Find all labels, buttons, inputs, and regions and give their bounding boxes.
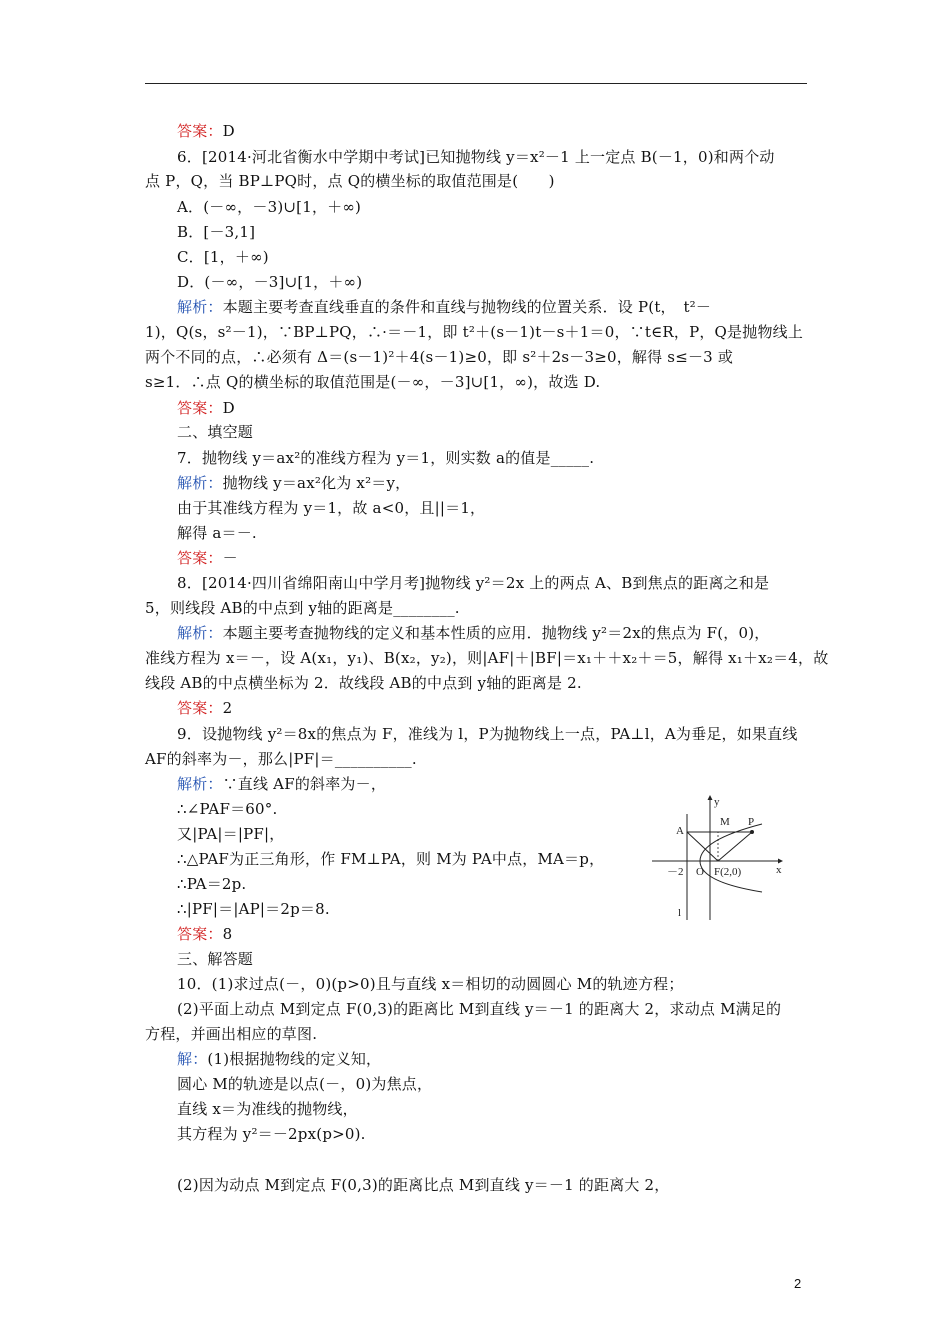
line-text: D．(－∞，－3]∪[1，＋∞) <box>177 273 363 291</box>
line-text: 抛物线 y＝ax²化为 x²＝y， <box>222 474 411 492</box>
line-text: 6．[2014·河北省衡水中学期中考试]已知抛物线 y＝x²－1 上一定点 B(－1，0)和两个动 <box>177 148 775 166</box>
line-text: 二、填空题 <box>177 423 254 441</box>
line-text: 10．(1)求过点(－，0)(p>0)且与直线 x＝相切的动圆圆心 M的轨迹方程； <box>177 975 684 993</box>
text-line-sol10d <box>177 1124 366 1144</box>
text-line-sol7b <box>177 498 485 518</box>
label-neg2: －2 <box>667 866 684 878</box>
point-p <box>750 830 754 834</box>
line-text: － <box>222 549 238 567</box>
parabola-figure <box>652 794 787 924</box>
label-f: F(2,0) <box>714 866 742 878</box>
line-text: ∴|PF|＝|AP|＝2p＝8. <box>177 900 330 918</box>
text-line-sol10c <box>177 1099 358 1119</box>
text-line-sol9b <box>177 799 277 819</box>
line-text: 8 <box>222 925 233 943</box>
text-line-optA <box>177 197 361 217</box>
line-text: C．[1，＋∞) <box>177 248 269 266</box>
text-line-q8b <box>145 598 460 618</box>
label-o: O <box>696 866 704 878</box>
line-text: 三、解答题 <box>177 950 254 968</box>
line-text: 解得 a＝－. <box>177 524 257 542</box>
line-text: B．[－3,1] <box>177 223 256 241</box>
answer-label: 答案： <box>177 925 223 943</box>
label-l: l <box>678 907 682 919</box>
line-text: 7．抛物线 y＝ax²的准线方程为 y＝1，则实数 a的值是_____. <box>177 449 595 467</box>
line-text: ∵直线 AF的斜率为－， <box>222 775 387 793</box>
text-line-q9a <box>177 724 798 744</box>
line-text: 1)，Q(s，s²－1)，∵BP⊥PQ，∴·＝－1，即 t²＋(s－1)t－s＋1＝0，∵t∈R，P，Q是抛物线上 <box>145 323 804 341</box>
text-line-sol6b <box>145 322 803 342</box>
text-line-sol6a <box>177 297 711 317</box>
text-line-sol9e <box>177 874 246 894</box>
text-line-optD <box>177 272 362 292</box>
line-text: ∴PA＝2p. <box>177 875 247 893</box>
text-line-q7 <box>177 448 594 468</box>
line-text: (1)根据抛物线的定义知， <box>207 1050 382 1068</box>
line-text: 方程，并画出相应的草图. <box>145 1025 318 1043</box>
line-text: s≥1．∴点 Q的横坐标的取值范围是(－∞，－3]∪[1，∞)，故选 D. <box>145 373 601 391</box>
line-text: AF的斜率为－，那么|PF|＝__________. <box>145 750 417 768</box>
line-text: 5，则线段 AB的中点到 y轴的距离是________. <box>145 599 460 617</box>
text-line-answer <box>177 698 232 718</box>
text-line-sol9d <box>177 849 604 869</box>
analysis-label: 解析： <box>177 298 223 316</box>
label-y: y <box>714 796 720 808</box>
text-line-answer <box>177 924 232 944</box>
answer-label: 答案： <box>177 699 223 717</box>
parabola-curve <box>700 824 762 892</box>
text-line-q6b <box>145 171 555 191</box>
line-text: ∴△PAF为正三角形，作 FM⊥PA，则 M为 PA中点，MA＝p， <box>177 850 605 868</box>
text-line-sol9c <box>177 824 284 844</box>
text-line-q8a <box>177 573 769 593</box>
label-a: A <box>676 825 684 837</box>
line-text: 点 P，Q，当 BP⊥PQ时，点 Q的横坐标的取值范围是( ) <box>145 172 555 190</box>
text-line-sec2 <box>177 422 253 442</box>
text-line-sol7a <box>177 473 410 493</box>
text-line-q10c <box>145 1024 317 1044</box>
text-line-q10b <box>177 999 781 1019</box>
text-line-q10a <box>177 974 684 994</box>
answer-label: 答案： <box>177 399 223 417</box>
answer-label: 答案： <box>177 549 223 567</box>
line-text: 其方程为 y²＝－2px(p>0). <box>177 1125 366 1143</box>
line-text: 由于其准线方程为 y＝1，故 a<0，且||＝1， <box>177 499 486 517</box>
line-text: 准线方程为 x＝－，设 A(x₁，y₁)、B(x₂，y₂)，则|AF|＋|BF|＝x₁＋＋x₂＋＝5，解得 x₁＋x₂＝4，故 <box>145 649 829 667</box>
segment-af <box>687 832 718 861</box>
analysis-label: 解析： <box>177 474 223 492</box>
label-x: x <box>776 864 782 876</box>
line-text: 本题主要考查直线垂直的条件和直线与抛物线的位置关系．设 P(t， t²－ <box>222 298 712 316</box>
text-line-q6a <box>177 147 775 167</box>
text-line-sol6d <box>145 372 600 392</box>
line-text: 8．[2014·四川省绵阳南山中学月考]抛物线 y²＝2x 上的两点 A、B到焦点的距离之和是 <box>177 574 770 592</box>
text-line-sol8b <box>145 648 828 668</box>
text-line-optC <box>177 247 269 267</box>
header-rule <box>145 83 807 84</box>
line-text: (2)平面上动点 M到定点 F(0,3)的距离比 M到直线 y＝－1 的距离大 2，求动点 M满足的 <box>177 1000 782 1018</box>
line-text: A．(－∞，－3)∪[1，＋∞) <box>177 198 362 216</box>
text-line-answer <box>177 121 235 141</box>
label-m: M <box>720 816 730 828</box>
line-text: D <box>222 399 235 417</box>
line-text: 本题主要考查抛物线的定义和基本性质的应用．抛物线 y²＝2x的焦点为 F(，0)， <box>222 624 770 642</box>
text-line-sol6c <box>145 347 733 367</box>
segment-pf <box>718 832 752 861</box>
line-text: 线段 AB的中点横坐标为 2．故线段 AB的中点到 y轴的距离是 2. <box>145 674 582 692</box>
text-line-sol9a <box>177 774 386 794</box>
line-text: 9．设抛物线 y²＝8x的焦点为 F，准线为 l，P为抛物线上一点，PA⊥l，A为垂足，如果直线 <box>177 725 798 743</box>
line-text: ∴∠PAF＝60°. <box>177 800 278 818</box>
line-text: (2)因为动点 M到定点 F(0,3)的距离比点 M到直线 y＝－1 的距离大 2， <box>177 1176 670 1194</box>
analysis-label: 解析： <box>177 775 223 793</box>
analysis-label: 解析： <box>177 624 223 642</box>
text-line-sec3 <box>177 949 253 969</box>
text-line-answer <box>177 548 238 568</box>
line-text: 圆心 M的轨迹是以点(－，0)为焦点， <box>177 1075 433 1093</box>
text-line-sol8a <box>177 623 770 643</box>
line-text: 直线 x＝为准线的抛物线， <box>177 1100 358 1118</box>
answer-label: 答案： <box>177 122 223 140</box>
text-line-optB <box>177 222 255 242</box>
text-line-answer <box>177 398 235 418</box>
text-line-sol10b <box>177 1074 432 1094</box>
text-line-sol10a <box>177 1049 381 1069</box>
text-line-sol8c <box>145 673 582 693</box>
y-axis-arrow <box>708 795 713 800</box>
line-text: 又|PA|＝|PF|， <box>177 825 285 843</box>
text-line-sol9f <box>177 899 330 919</box>
text-line-q9b <box>145 749 417 769</box>
text-line-sol7c <box>177 523 257 543</box>
text-line-sol10e <box>177 1175 670 1195</box>
label-p: P <box>748 816 755 828</box>
line-text: D <box>222 122 235 140</box>
analysis-label: 解： <box>177 1050 208 1068</box>
line-text: 两个不同的点，∴必须有 Δ＝(s－1)²＋4(s－1)≥0，即 s²＋2s－3≥0，解得 s≤－3 或 <box>145 348 734 366</box>
x-axis-arrow <box>778 859 783 864</box>
page-number: 2 <box>794 1276 802 1291</box>
line-text: 2 <box>222 699 233 717</box>
